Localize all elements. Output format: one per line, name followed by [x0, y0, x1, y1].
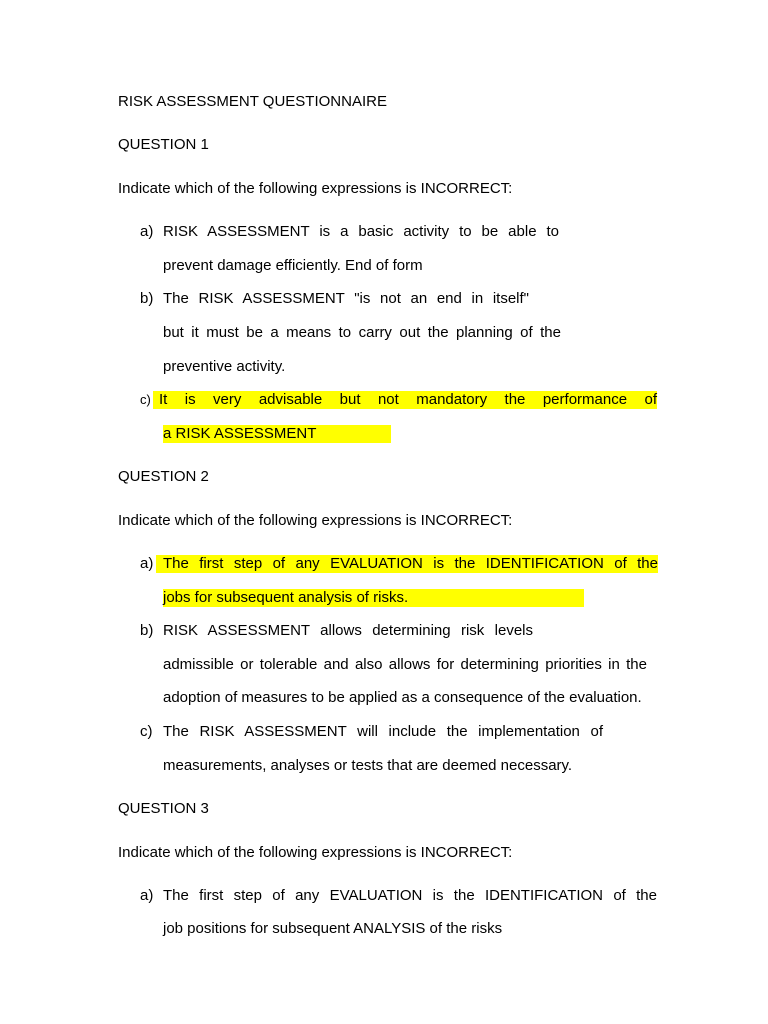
option-text-line-highlighted: jobs for subsequent analysis of risks. [163, 589, 584, 607]
question-prompt: Indicate which of the following expressions is INCORRECT: [118, 180, 513, 197]
option-text-line: RISK ASSESSMENT allows determining risk levels [163, 622, 533, 639]
option-text-line-highlighted: It is very advisable but not mandatory the performance of [153, 391, 657, 409]
question-prompt: Indicate which of the following expressions is INCORRECT: [118, 512, 513, 529]
question-prompt: Indicate which of the following expressions is INCORRECT: [118, 844, 513, 861]
question-heading: QUESTION 3 [118, 800, 209, 817]
option-text-line: adoption of measures to be applied as a consequence of the evaluation. [163, 689, 642, 706]
option-letter: b) [140, 622, 154, 639]
option-letter: a) [140, 887, 154, 904]
option-letter: c) [140, 723, 153, 740]
option-text-line: but it must be a means to carry out the planning of the [163, 324, 561, 341]
option-text-line: The first step of any EVALUATION is the IDENTIFICATION of the [163, 887, 657, 904]
option-letter: b) [140, 290, 154, 307]
option-text-line: The RISK ASSESSMENT will include the implementation of [163, 723, 603, 740]
document-title: RISK ASSESSMENT QUESTIONNAIRE [118, 93, 387, 110]
option-text-line: RISK ASSESSMENT is a basic activity to be able to [163, 223, 559, 240]
option-text-line: job positions for subsequent ANALYSIS of the risks [163, 920, 503, 937]
option-text-line: prevent damage efficiently. End of form [163, 257, 423, 274]
option-letter: a) [140, 223, 154, 240]
option-text-line: measurements, analyses or tests that are deemed necessary. [163, 757, 573, 774]
option-letter: a) [140, 555, 154, 572]
option-text-line-highlighted: a RISK ASSESSMENT [163, 425, 391, 443]
question-heading: QUESTION 2 [118, 468, 209, 485]
question-heading: QUESTION 1 [118, 136, 209, 153]
option-text-line: admissible or tolerable and also allows for determining priorities in the [163, 656, 647, 673]
option-text-line-highlighted: The first step of any EVALUATION is the IDENTIFICATION of the [156, 555, 658, 573]
option-text-line: The RISK ASSESSMENT "is not an end in itself" [163, 290, 529, 307]
option-letter: c) [140, 392, 151, 407]
option-text-line: preventive activity. [163, 358, 286, 375]
